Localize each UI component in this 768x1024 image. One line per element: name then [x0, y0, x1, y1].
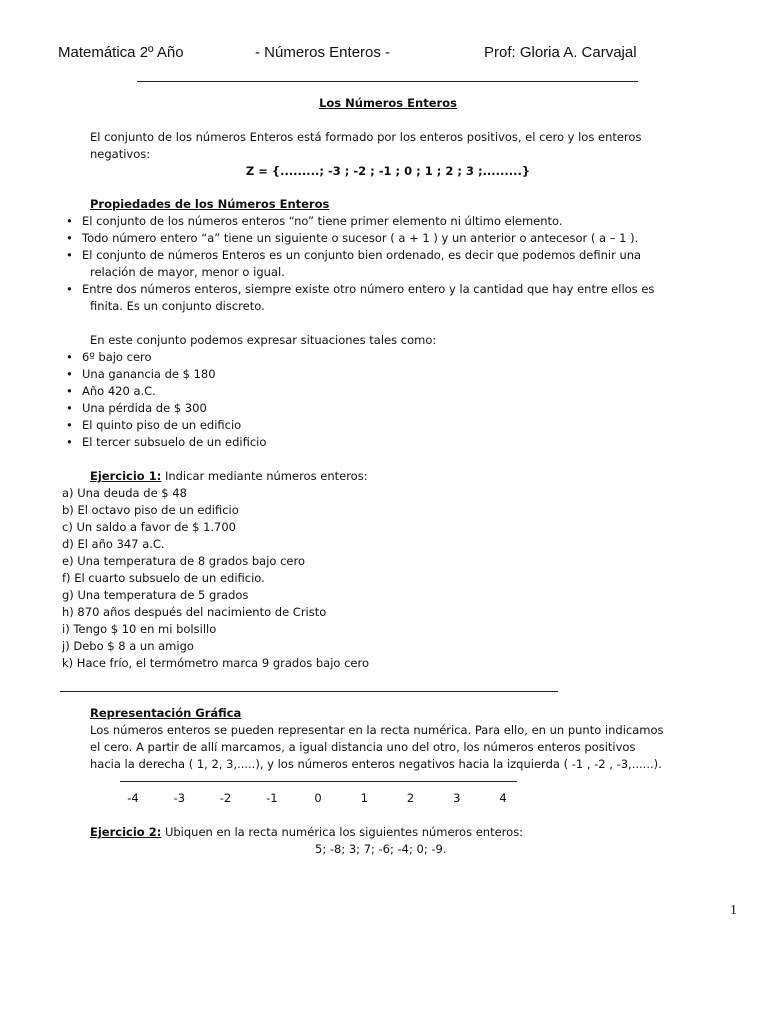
intro-line-1: El conjunto de los números Enteros está formado por los enteros positivos, el cero y los enteros	[90, 130, 642, 144]
number-line-label: 2	[406, 791, 415, 805]
situation-item: El quinto piso de un edificio	[82, 418, 242, 432]
graphic-paragraph-line: hacia la derecha ( 1, 2, 3,.....), y los números enteros negativos hacia la izquierda ( -1 , -2 , -3,......).	[90, 757, 662, 771]
number-line-label: -2	[219, 791, 232, 805]
situation-item: Una pérdida de $ 300	[82, 401, 207, 415]
bullet-icon: •	[66, 214, 73, 228]
exercise-1-item: f) El cuarto subsuelo de un edificio.	[62, 571, 265, 585]
exercise-1-item: i) Tengo $ 10 en mi bolsillo	[62, 622, 217, 636]
number-line-label: -3	[173, 791, 186, 805]
exercise-1-item: a) Una deuda de $ 48	[62, 486, 187, 500]
exercise-2-instruction: Ubiquen en la recta numérica los siguientes números enteros:	[161, 825, 524, 839]
property-item: Todo número entero “a” tiene un siguiente o sucesor ( a + 1 ) y un anterior o antecesor ( a – 1 ).	[82, 231, 639, 245]
exercise-1-item: h) 870 años después del nacimiento de Cristo	[62, 605, 327, 619]
exercise-1-heading	[90, 468, 368, 485]
intro-line-2: negativos:	[90, 147, 151, 161]
number-line-label: 0	[314, 791, 322, 805]
situation-item: Una ganancia de $ 180	[82, 367, 216, 381]
number-line-label: 1	[360, 791, 368, 805]
bullet-icon: •	[66, 282, 73, 296]
bullet-icon: •	[66, 384, 73, 398]
page-title: Los Números Enteros	[319, 96, 457, 110]
graphic-paragraph-line: el cero. A partir de allí marcamos, a igual distancia uno del otro, los números enteros positivos	[90, 740, 636, 754]
integer-set-notation: Z = {.........; -3 ; -2 ; -1 ; 0 ; 1 ; 2 ; 3 ;.........}	[245, 164, 531, 178]
section-divider	[60, 691, 558, 692]
bullet-icon: •	[66, 231, 73, 245]
exercise-1-item: k) Hace frío, el termómetro marca 9 grados bajo cero	[62, 656, 370, 670]
situations-intro: En este conjunto podemos expresar situaciones tales como:	[90, 333, 437, 347]
property-item: Entre dos números enteros, siempre existe otro número entero y la cantidad que hay entre ellos es	[82, 282, 655, 296]
situation-item: Año 420 a.C.	[82, 384, 156, 398]
property-item: El conjunto de números Enteros es un conjunto bien ordenado, es decir que podemos definir una	[82, 248, 642, 262]
number-line-label: 3	[453, 791, 461, 805]
page-number: 1	[730, 903, 737, 918]
graphic-heading: Representación Gráfica	[90, 706, 242, 720]
exercise-2-heading	[90, 824, 523, 841]
graphic-paragraph-line: Los números enteros se pueden representar en la recta numérica. Para ello, en un punto indicamos	[90, 723, 664, 737]
exercise-1-label: Ejercicio 1:	[90, 469, 162, 483]
exercise-2-label: Ejercicio 2:	[90, 825, 162, 839]
header-subject: Matemática 2º Año	[58, 44, 184, 61]
situation-item: 6º bajo cero	[82, 350, 152, 364]
exercise-1-item: e) Una temperatura de 8 grados bajo cero	[62, 554, 305, 568]
bullet-icon: •	[66, 367, 73, 381]
exercise-1-instruction: Indicar mediante números enteros:	[161, 469, 368, 483]
header-topic: - Números Enteros -	[255, 44, 391, 61]
header-teacher: Prof: Gloria A. Carvajal	[484, 44, 637, 61]
bullet-icon: •	[66, 350, 73, 364]
number-line-label: -4	[127, 791, 139, 805]
number-line-label: 4	[499, 791, 507, 805]
situation-item: El tercer subsuelo de un edificio	[82, 435, 267, 449]
exercise-1-item: d) El año 347 a.C.	[62, 537, 165, 551]
number-line-label: -1	[266, 791, 278, 805]
exercise-2-numbers: 5; -8; 3; 7; -6; -4; 0; -9.	[315, 842, 447, 856]
exercise-1-item: j) Debo $ 8 a un amigo	[62, 639, 194, 653]
number-line	[120, 781, 517, 782]
bullet-icon: •	[66, 248, 73, 262]
property-item-continuation: relación de mayor, menor o igual.	[90, 265, 285, 279]
exercise-1-item: c) Un saldo a favor de $ 1.700	[62, 520, 236, 534]
property-item: El conjunto de los números enteros “no” tiene primer elemento ni último elemento.	[82, 214, 563, 228]
properties-heading: Propiedades de los Números Enteros	[90, 197, 330, 211]
exercise-1-item: b) El octavo piso de un edificio	[62, 503, 239, 517]
header-divider	[137, 81, 638, 82]
bullet-icon: •	[66, 418, 73, 432]
property-item-continuation: finita. Es un conjunto discreto.	[90, 299, 265, 313]
bullet-icon: •	[66, 435, 73, 449]
bullet-icon: •	[66, 401, 73, 415]
exercise-1-item: g) Una temperatura de 5 grados	[62, 588, 249, 602]
